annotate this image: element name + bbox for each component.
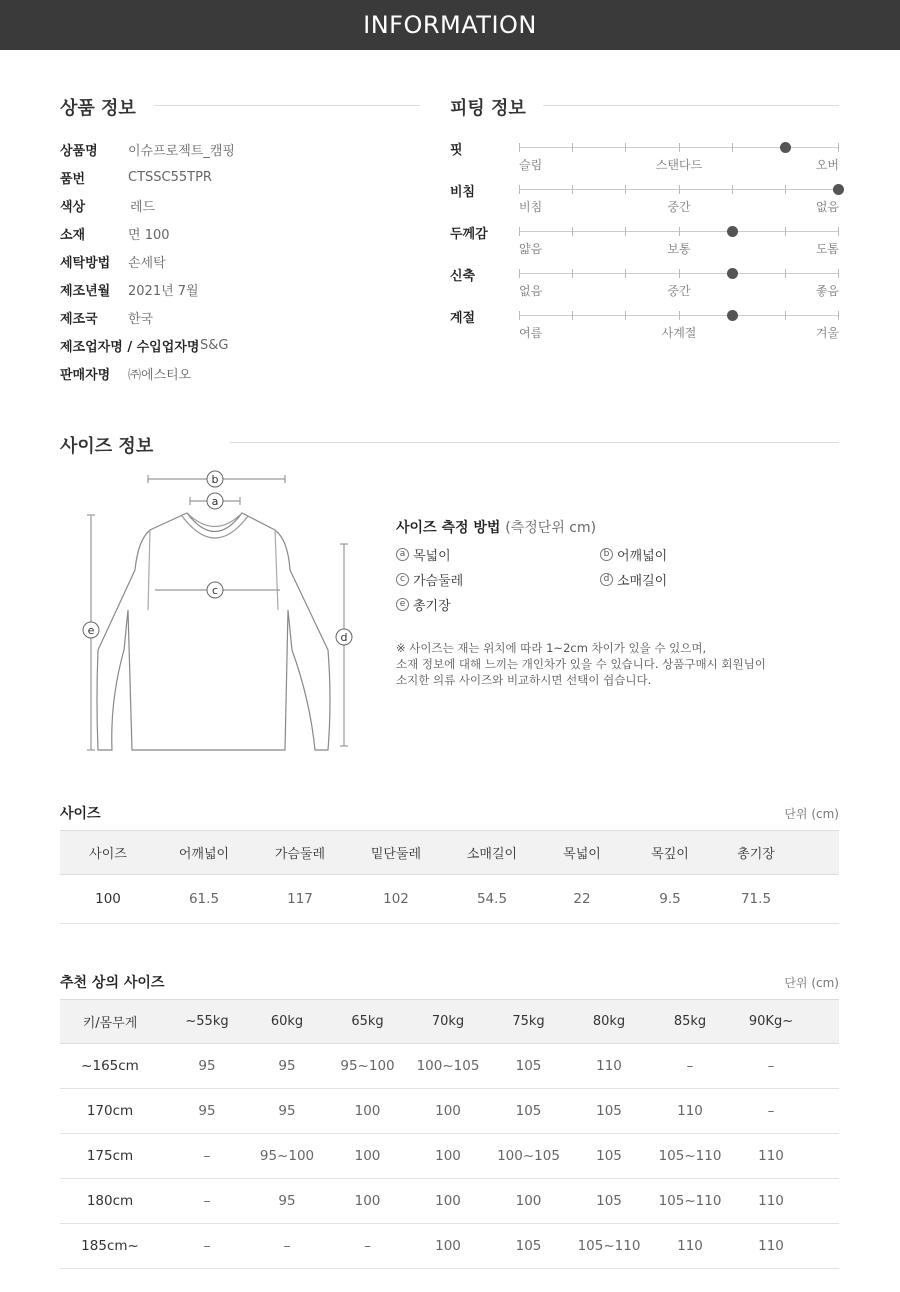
info-label: 제조업자명 / 수입업자명 (60, 339, 200, 355)
fit-tick (679, 185, 680, 194)
table-cell-spacer (804, 1089, 839, 1134)
column-header: 가슴둘레 (252, 831, 348, 875)
info-value: S&G (200, 337, 229, 353)
table-cell: 71.5 (716, 875, 796, 924)
info-value: CTSSC55TPR (128, 169, 212, 185)
table-cell: 61.5 (156, 875, 252, 924)
column-header: 90Kg~ (738, 1000, 804, 1044)
table-cell: 105 (576, 1089, 642, 1134)
shirt-outline-icon (60, 460, 380, 770)
info-value: 2021년 7월 (128, 283, 199, 299)
table-cell-spacer (804, 1179, 839, 1224)
table-cell: 105 (481, 1224, 576, 1269)
marker-b: b (211, 473, 219, 486)
fit-tick (519, 185, 520, 194)
table-cell: 100 (481, 1179, 576, 1224)
measure-label: 가슴둘레 (413, 574, 464, 589)
fit-tick (732, 185, 733, 194)
fit-tick (519, 269, 520, 278)
column-header: 어깨넓이 (156, 831, 252, 875)
column-header: 목넓이 (540, 831, 624, 875)
info-row (60, 307, 153, 327)
fit-tick (519, 143, 520, 152)
fit-tick (572, 143, 573, 152)
fit-tick (838, 227, 839, 236)
column-header: 총기장 (716, 831, 796, 875)
measure-item (396, 595, 451, 614)
fit-tick (838, 143, 839, 152)
marker-b-icon: b (600, 548, 613, 561)
table-cell-spacer (804, 1224, 839, 1269)
info-value: 한국 (128, 311, 154, 327)
info-row (60, 363, 191, 383)
table-cell: 105~110 (642, 1179, 738, 1224)
size-table (60, 830, 839, 924)
marker-e-icon: e (396, 598, 409, 611)
size-note-line: 소지한 의류 사이즈와 비교하시면 선택이 쉽습니다. (396, 673, 652, 687)
fit-tick (625, 143, 626, 152)
fit-low-label: 얇음 (519, 242, 543, 256)
table-cell: 95 (254, 1179, 320, 1224)
table-cell: 117 (252, 875, 348, 924)
fit-tick (625, 227, 626, 236)
column-header: 65kg (320, 1000, 415, 1044)
table-cell: 95 (254, 1089, 320, 1134)
fit-scale (519, 315, 839, 316)
measure-label: 어깨넓이 (617, 549, 668, 564)
header-title: INFORMATION (363, 11, 537, 39)
column-header: 60kg (254, 1000, 320, 1044)
table-cell: 110 (642, 1224, 738, 1269)
method-unit: (측정단위 cm) (505, 520, 597, 536)
marker-c-icon: c (396, 573, 409, 586)
fit-label: 비침 (450, 185, 476, 200)
size-table-unit: 단위 (cm) (784, 807, 839, 821)
marker-e: e (87, 624, 95, 637)
table-row (60, 1089, 839, 1134)
table-header-row (60, 831, 839, 875)
measure-label: 총기장 (413, 599, 451, 614)
table-cell: 95 (160, 1044, 254, 1089)
info-row (60, 251, 166, 271)
info-label: 소재 (60, 227, 86, 243)
column-header: 85kg (642, 1000, 738, 1044)
info-value: 레드 (130, 199, 156, 215)
fit-tick (625, 269, 626, 278)
table-cell: 100 (60, 875, 156, 924)
fit-mid-label: 사계절 (661, 326, 697, 340)
fit-high-label: 없음 (815, 200, 839, 214)
recommend-table (60, 999, 839, 1269)
fit-label: 핏 (450, 143, 463, 158)
fit-mid-label: 중간 (667, 284, 691, 298)
column-header-spacer (796, 831, 839, 875)
fit-scale (519, 273, 839, 274)
info-label: 상품명 (60, 143, 98, 159)
fit-indicator-dot (780, 142, 791, 153)
size-table-title: 사이즈 (60, 806, 101, 822)
table-cell: 105~110 (642, 1134, 738, 1179)
fit-label: 신축 (450, 269, 476, 284)
fit-tick (785, 185, 786, 194)
fit-indicator-dot (727, 268, 738, 279)
column-header: 키/몸무게 (60, 1000, 160, 1044)
column-header: 밑단둘레 (348, 831, 444, 875)
info-row (60, 223, 170, 243)
garment-diagram (60, 460, 380, 770)
table-cell: 100 (415, 1179, 481, 1224)
info-row (60, 139, 235, 159)
table-cell: 95~100 (320, 1044, 415, 1089)
table-cell: 100 (320, 1089, 415, 1134)
table-cell-spacer (796, 875, 839, 924)
measure-item (396, 545, 451, 564)
table-cell-spacer (804, 1134, 839, 1179)
fit-tick (785, 269, 786, 278)
measure-label: 소매길이 (617, 574, 668, 589)
marker-c: c (211, 584, 219, 597)
info-row (60, 279, 199, 299)
fit-high-label: 도톰 (815, 242, 839, 256)
fit-scale (519, 147, 839, 148)
column-header: 목깊이 (624, 831, 716, 875)
measure-item (600, 545, 667, 564)
column-header: 소매길이 (444, 831, 540, 875)
table-cell: 105 (481, 1044, 576, 1089)
info-value: 면 100 (128, 227, 170, 243)
table-cell: – (642, 1044, 738, 1089)
info-row (60, 335, 228, 355)
table-cell: – (320, 1224, 415, 1269)
table-cell: – (160, 1134, 254, 1179)
fit-low-label: 없음 (519, 284, 543, 298)
fit-tick (732, 143, 733, 152)
table-cell: – (160, 1224, 254, 1269)
fitting-info-title: 피팅 정보 (450, 98, 526, 119)
fit-label: 계절 (450, 311, 476, 326)
table-cell: 22 (540, 875, 624, 924)
fit-tick (519, 311, 520, 320)
table-row (60, 1134, 839, 1179)
table-cell: 185cm~ (60, 1224, 160, 1269)
fit-tick (572, 227, 573, 236)
info-label: 판매자명 (60, 367, 111, 383)
table-cell: 100 (415, 1134, 481, 1179)
table-cell: 102 (348, 875, 444, 924)
fit-scale (519, 189, 839, 190)
table-cell: 100 (320, 1179, 415, 1224)
fit-tick (785, 227, 786, 236)
table-row (60, 875, 839, 924)
table-cell: 100 (320, 1134, 415, 1179)
marker-a-icon: a (396, 548, 409, 561)
column-header: 70kg (415, 1000, 481, 1044)
fit-mid-label: 중간 (667, 200, 691, 214)
fit-tick (785, 311, 786, 320)
table-cell: 100~105 (415, 1044, 481, 1089)
fit-high-label: 좋음 (815, 284, 839, 298)
measure-method-title (396, 517, 596, 537)
marker-d-icon: d (600, 573, 613, 586)
fit-scale (519, 231, 839, 232)
info-label: 세탁방법 (60, 255, 111, 271)
column-header: 75kg (481, 1000, 576, 1044)
table-row (60, 1044, 839, 1089)
fit-tick (519, 227, 520, 236)
table-cell: – (738, 1089, 804, 1134)
fit-tick (679, 143, 680, 152)
fit-tick (679, 269, 680, 278)
table-header-row (60, 1000, 839, 1044)
column-header-spacer (804, 1000, 839, 1044)
measure-item (396, 570, 463, 589)
table-row (60, 1224, 839, 1269)
fit-tick (625, 185, 626, 194)
fit-indicator-dot (727, 226, 738, 237)
method-title: 사이즈 측정 방법 (396, 520, 501, 536)
table-cell: 95~100 (254, 1134, 320, 1179)
recommend-table-unit: 단위 (cm) (784, 976, 839, 990)
fit-tick (572, 185, 573, 194)
fit-label: 두께감 (450, 227, 488, 242)
fit-high-label: 겨울 (815, 326, 839, 340)
table-cell: 105 (481, 1089, 576, 1134)
table-cell: – (160, 1179, 254, 1224)
table-cell: 110 (576, 1044, 642, 1089)
fit-low-label: 비침 (519, 200, 543, 214)
fit-tick (572, 269, 573, 278)
divider (154, 105, 420, 106)
fit-low-label: 여름 (519, 326, 543, 340)
fit-mid-label: 보통 (667, 242, 691, 256)
info-label: 제조년월 (60, 283, 111, 299)
table-cell: 100~105 (481, 1134, 576, 1179)
fit-mid-label: 스탠다드 (655, 158, 703, 172)
size-note-line: 소재 정보에 대해 느끼는 개인차가 있을 수 있습니다. 상품구매시 회원님이 (396, 657, 766, 671)
divider (543, 105, 839, 106)
table-row (60, 1179, 839, 1224)
marker-a: a (211, 495, 219, 508)
table-cell: 105 (576, 1179, 642, 1224)
info-value: ㈜에스티오 (128, 367, 192, 383)
column-header: 사이즈 (60, 831, 156, 875)
table-cell: 95 (160, 1089, 254, 1134)
measure-item (600, 570, 667, 589)
fit-tick (679, 227, 680, 236)
table-cell: 95 (254, 1044, 320, 1089)
column-header: 80kg (576, 1000, 642, 1044)
fit-tick (838, 311, 839, 320)
table-cell: 180cm (60, 1179, 160, 1224)
column-header: ~55kg (160, 1000, 254, 1044)
table-cell: 100 (415, 1089, 481, 1134)
table-cell: 9.5 (624, 875, 716, 924)
fit-tick (572, 311, 573, 320)
table-cell: – (738, 1044, 804, 1089)
size-note-line: ※ 사이즈는 재는 위치에 따라 1~2cm 차이가 있을 수 있으며, (396, 641, 707, 655)
info-row (60, 167, 212, 187)
divider (230, 442, 839, 443)
fit-high-label: 오버 (815, 158, 839, 172)
info-label: 품번 (60, 171, 86, 187)
size-info-title: 사이즈 정보 (60, 436, 154, 457)
table-cell: 105~110 (576, 1224, 642, 1269)
table-cell: 175cm (60, 1134, 160, 1179)
info-value: 손세탁 (128, 255, 166, 271)
table-cell: 110 (738, 1224, 804, 1269)
table-cell: 170cm (60, 1089, 160, 1134)
table-cell: ~165cm (60, 1044, 160, 1089)
info-row (60, 195, 155, 215)
info-label: 색상 (60, 199, 86, 215)
fit-indicator-dot (833, 184, 844, 195)
fit-tick (625, 311, 626, 320)
table-cell: 54.5 (444, 875, 540, 924)
marker-d: d (340, 631, 348, 644)
table-cell: 110 (738, 1134, 804, 1179)
product-info-title: 상품 정보 (60, 98, 136, 119)
measure-label: 목넓이 (413, 549, 451, 564)
table-cell-spacer (804, 1044, 839, 1089)
table-cell: – (254, 1224, 320, 1269)
table-cell: 105 (576, 1134, 642, 1179)
recommend-table-title: 추천 상의 사이즈 (60, 975, 165, 991)
table-cell: 110 (642, 1089, 738, 1134)
header-bar (0, 0, 900, 50)
table-cell: 110 (738, 1179, 804, 1224)
fit-tick (679, 311, 680, 320)
table-cell: 100 (415, 1224, 481, 1269)
fit-tick (838, 269, 839, 278)
fit-low-label: 슬림 (519, 158, 543, 172)
fit-indicator-dot (727, 310, 738, 321)
info-value: 이슈프로젝트_캠핑 (128, 143, 235, 159)
info-label: 제조국 (60, 311, 98, 327)
